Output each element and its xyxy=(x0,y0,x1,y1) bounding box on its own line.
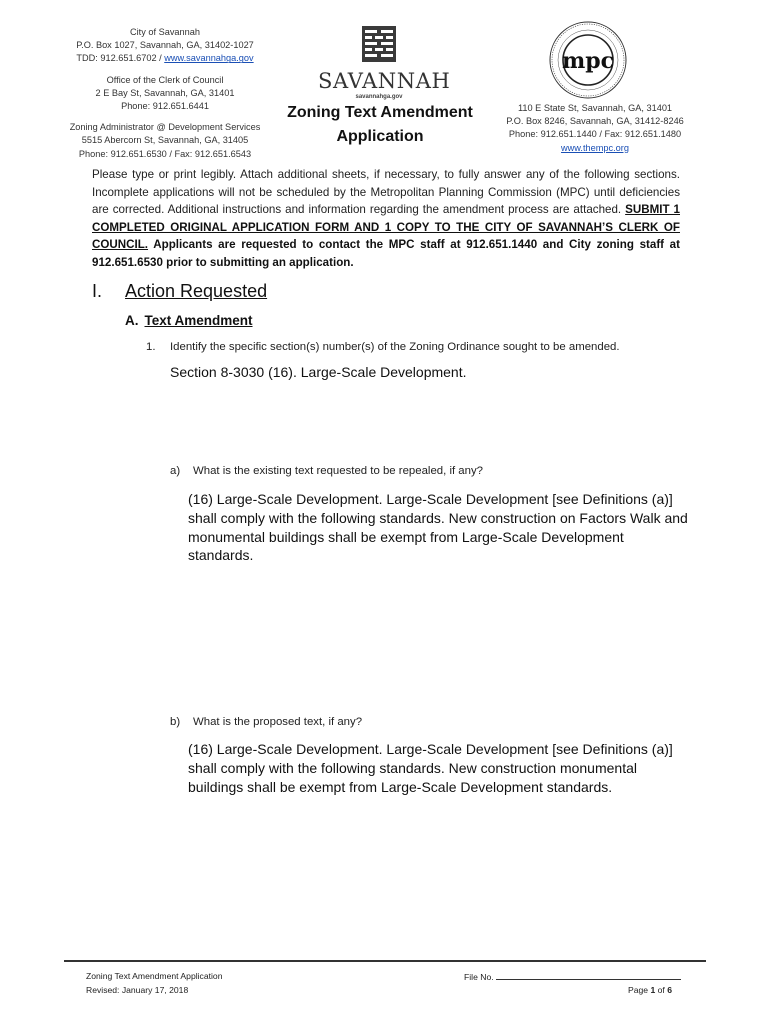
mpc-seal-text: mpc xyxy=(561,48,615,74)
page-indicator xyxy=(600,984,672,998)
zoning-address: 5515 Abercorn St, Savannah, GA, 31405 xyxy=(81,135,249,146)
savannah-wordmark: SAVANNAH xyxy=(318,69,451,93)
savannah-logo xyxy=(318,26,451,100)
footer-revised: Revised: January 17, 2018 xyxy=(86,984,189,995)
zoning-phone: Phone: 912.651.6530 / Fax: 912.651.6543 xyxy=(78,148,252,159)
section-number: I. xyxy=(92,281,103,301)
instructions-paragraph xyxy=(92,166,680,272)
page-title xyxy=(280,101,480,149)
savannah-logo-url: savannahga.gov xyxy=(355,94,403,100)
footer-doc-info xyxy=(86,970,222,997)
mpc-website-link[interactable]: www.thempc.org xyxy=(561,142,629,153)
page-total: 6 xyxy=(667,985,672,995)
mpc-phone: Phone: 912.651.1440 / Fax: 912.651.1480 xyxy=(508,129,682,140)
question-1-number: 1. xyxy=(146,341,156,353)
city-website-link[interactable]: www.savannahga.gov xyxy=(164,53,254,64)
question-a-answer[interactable]: (16) Large-Scale Development. Large-Scale Development [see Definitions (a)] shall comply with the following standards. New construction on Factors Walk and monumental buildings shall be exempt from Large-Scale Development standards. xyxy=(188,491,688,564)
subsection-letter: A. xyxy=(125,313,139,328)
file-number-label: File No. xyxy=(464,972,494,982)
question-b-label: b) xyxy=(170,716,181,728)
subsection-title: Text Amendment xyxy=(144,313,253,328)
savannah-building-icon xyxy=(362,26,396,62)
mpc-seal-icon xyxy=(548,20,628,100)
mpc-po-box: P.O. Box 8246, Savannah, GA, 31412-8246 xyxy=(506,116,684,127)
question-a-label: a) xyxy=(170,465,181,477)
zoning-admin: Zoning Administrator @ Development Services xyxy=(69,122,261,133)
city-contact-block xyxy=(40,26,290,161)
mpc-contact-block xyxy=(480,102,710,155)
clerk-address: 2 E Bay St, Savannah, GA, 31401 xyxy=(95,87,235,98)
page-current: 1 xyxy=(650,985,656,995)
question-b-text: What is the proposed text, if any? xyxy=(193,716,363,728)
question-a-text: What is the existing text requested to be repealed, if any? xyxy=(193,465,483,477)
city-name: City of Savannah xyxy=(130,27,200,37)
footer-doc-name: Zoning Text Amendment Application xyxy=(86,971,223,981)
title-line-1: Zoning Text Amendment xyxy=(287,104,473,121)
file-number-field[interactable] xyxy=(464,970,681,985)
page-word: Page xyxy=(628,985,649,995)
footer-divider xyxy=(64,960,706,962)
mpc-address: 110 E State St, Savannah, GA, 31401 xyxy=(517,103,673,113)
city-po-box: P.O. Box 1027, Savannah, GA, 31402-1027 xyxy=(76,40,254,51)
question-b-answer[interactable]: (16) Large-Scale Development. Large-Scale Development [see Definitions (a)] shall comply with the following standards. New construction monumental buildings shall be exempt from Large-Scale Development standards. xyxy=(188,741,673,795)
instructions-text: Please type or print legibly. Attach additional sheets, if necessary, to fully answer any of the following sections. Incomplete applications will not be scheduled by the Metropolitan Planning Commission (MPC) until deficiencies are corrected. Additional instructions and information regarding the amendment process are attached. xyxy=(92,168,680,217)
question-1-text: Identify the specific section(s) number(s) of the Zoning Ordinance sought to be amended. xyxy=(170,341,620,353)
clerk-phone: Phone: 912.651.6441 xyxy=(121,101,209,112)
city-tdd-line xyxy=(40,52,290,65)
page-of: of xyxy=(657,985,665,995)
subsection-heading xyxy=(125,313,253,328)
question-1-answer[interactable]: Section 8-3030 (16). Large-Scale Development. xyxy=(170,364,467,380)
section-title: Action Requested xyxy=(125,281,268,301)
tdd-text: TDD: 912.651.6702 / xyxy=(76,53,165,64)
file-number-blank[interactable] xyxy=(496,970,681,980)
title-line-2: Application xyxy=(336,128,424,145)
submission-instruction: SUBMIT 1 COMPLETED ORIGINAL APPLICATION FORM AND 1 COPY TO THE CITY OF SAVANNAH’S CLERK OF COUNCIL. xyxy=(92,203,680,252)
clerk-office: Office of the Clerk of Council xyxy=(106,74,224,85)
contact-instruction: Applicants are requested to contact the MPC staff at 912.651.1440 and City zoning staff at 912.651.6530 prior to submitting an application. xyxy=(92,238,680,269)
